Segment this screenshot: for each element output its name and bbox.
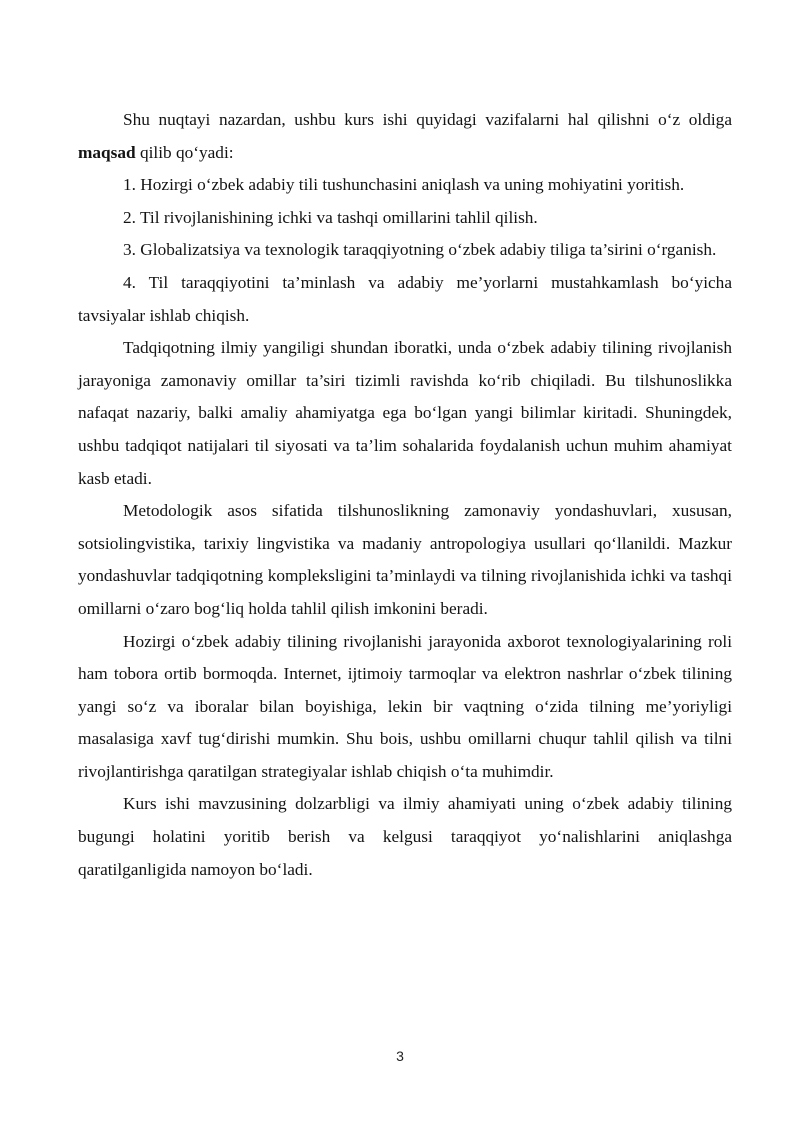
task-item-3: 3. Globalizatsiya va texnologik taraqqiyotning o‘zbek adabiy tiliga ta’sirini o‘rganish.: [123, 240, 717, 260]
page-number: 3: [396, 1048, 404, 1064]
task-item-4: 4. Til taraqqiyotini ta’minlash va adabiy me’yorlarni mustahkamlash bo‘yicha tavsiyalar ishlab chiqish.: [78, 272, 732, 325]
goal-intro-text: Shu nuqtayi nazardan, ushbu kurs ishi quyidagi vazifalarni hal qilishni o‘z oldiga: [123, 110, 732, 129]
paragraph-novelty: Tadqiqotning ilmiy yangiligi shundan iboratki, unda o‘zbek adabiy tilining rivojlanish jarayoniga zamonaviy omillar ta’siri tizimli ravishda ko‘rib chiqiladi. Bu tilshunoslikka nafaqat nazariy, balki amaliy ahamiyatga ega bo‘lgan yangi bilimlar kiritadi. Shuningdek, ushbu tadqiqot natijalari til siyosati va ta’lim sohalarida foydalanish uchun muhim ahamiyat kasb etadi.: [78, 338, 732, 488]
task-item-2: 2. Til rivojlanishining ichki va tashqi omillarini tahlil qilish.: [123, 207, 538, 227]
task-item-1: 1. Hozirgi o‘zbek adabiy tili tushunchasini aniqlash va uning mohiyatini yoritish.: [123, 175, 685, 195]
page-body: [78, 104, 732, 886]
paragraph-goal-intro: [78, 104, 732, 169]
paragraph-technology: Hozirgi o‘zbek adabiy tilining rivojlanishi jarayonida axborot texnologiyalarining roli ham tobora ortib bormoqda. Internet, ijtimoiy tarmoqlar va elektron nashrlar o‘zbek tilining yangi so‘z va iboralar bilan boyishiga, lekin bir vaqtning o‘zida tilning me’yoriyligi masalasiga xavf tug‘dirishi mumkin. Shu bois, ushbu omillarni chuqur tahlil qilish va tilni rivojlantirishga qaratilgan strategiyalar ishlab chiqish o‘ta muhimdir.: [78, 631, 732, 781]
paragraph-methodology: Metodologik asos sifatida tilshunoslikning zamonaviy yondashuvlari, xususan, sotsiolingvistika, tarixiy lingvistika va madaniy antropologiya usullari qo‘llanildi. Mazkur yondashuvlar tadqiqotning kompleksligini ta’minlaydi va tilning rivojlanishida ichki va tashqi omillarni o‘zaro bog‘liq holda tahlil qilish imkonini beradi.: [78, 501, 732, 618]
goal-intro-tail: qilib qo‘yadi:: [135, 142, 234, 162]
goal-keyword: maqsad: [78, 142, 136, 162]
paragraph-relevance: Kurs ishi mavzusining dolzarbligi va ilmiy ahamiyati uning o‘zbek adabiy tilining bugungi holatini yoritib berish va kelgusi taraqqiyot yo‘nalishlarini aniqlashga qaratilganligida namoyon bo‘ladi.: [78, 794, 732, 879]
